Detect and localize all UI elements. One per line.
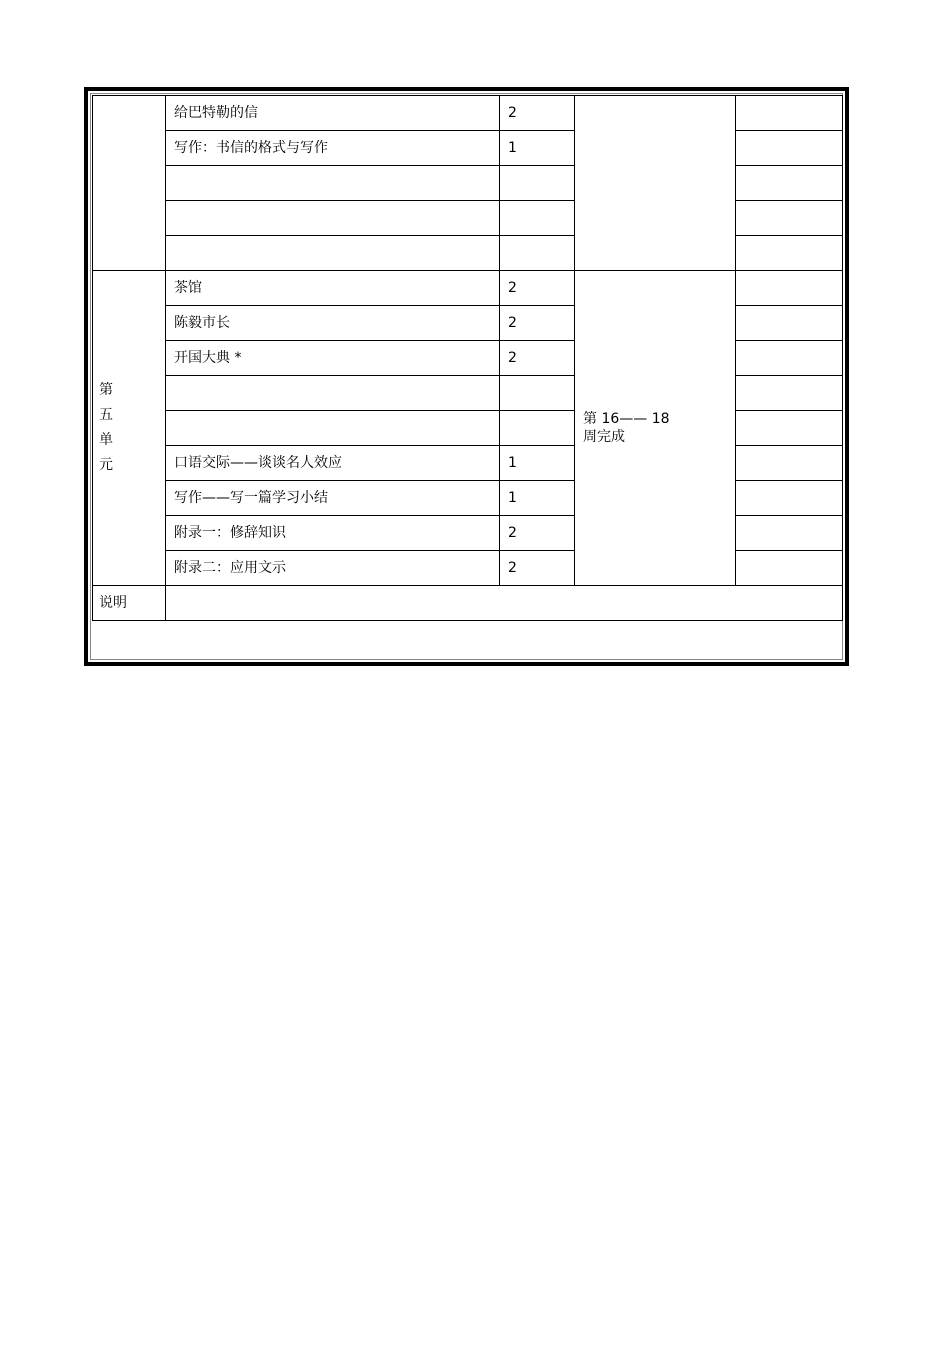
remark-cell (736, 271, 843, 306)
remark-cell (736, 551, 843, 586)
period-cell (575, 271, 736, 586)
lesson-hours: 1 (500, 481, 575, 516)
lesson-hours (500, 376, 575, 411)
lesson-title: 写作——写一篇学习小结 (166, 481, 500, 516)
lesson-hours: 2 (500, 306, 575, 341)
remark-cell (736, 411, 843, 446)
schedule-frame (84, 87, 849, 666)
period-line: 周完成 (583, 429, 625, 445)
lesson-hours: 2 (500, 551, 575, 586)
lesson-title: 附录二：应用文示 (166, 551, 500, 586)
unit-label-char: 第 (99, 382, 113, 398)
lesson-title (166, 201, 500, 236)
note-body (166, 586, 843, 621)
lesson-title: 给巴特勒的信 (166, 96, 500, 131)
lesson-hours: 1 (500, 446, 575, 481)
period-line: 第 16—— 18 (583, 411, 670, 427)
period-cell (575, 96, 736, 271)
lesson-title: 口语交际——谈谈名人效应 (166, 446, 500, 481)
unit-label-cell (93, 96, 166, 271)
lesson-title: 写作：书信的格式与写作 (166, 131, 500, 166)
lesson-hours (500, 411, 575, 446)
lesson-title (166, 166, 500, 201)
lesson-hours: 2 (500, 271, 575, 306)
remark-cell (736, 376, 843, 411)
unit-label-char: 五 (99, 407, 113, 423)
remark-cell (736, 166, 843, 201)
lesson-hours (500, 201, 575, 236)
unit-label-char: 单 (99, 432, 113, 448)
lesson-title (166, 411, 500, 446)
lesson-title (166, 236, 500, 271)
remark-cell (736, 306, 843, 341)
lesson-hours: 2 (500, 96, 575, 131)
lesson-hours: 1 (500, 131, 575, 166)
lesson-hours: 2 (500, 341, 575, 376)
remark-cell (736, 446, 843, 481)
unit-label-char: 元 (99, 457, 113, 473)
remark-cell (736, 96, 843, 131)
remark-cell (736, 201, 843, 236)
lesson-title: 陈毅市长 (166, 306, 500, 341)
note-label: 说明 (93, 586, 166, 621)
lesson-hours (500, 236, 575, 271)
lesson-title: 茶馆 (166, 271, 500, 306)
table-row (93, 271, 843, 306)
lesson-title: 开国大典 * (166, 341, 500, 376)
remark-cell (736, 341, 843, 376)
lesson-hours: 2 (500, 516, 575, 551)
notes-row (93, 586, 843, 621)
remark-cell (736, 236, 843, 271)
lesson-title: 附录一：修辞知识 (166, 516, 500, 551)
schedule-table (92, 95, 843, 621)
remark-cell (736, 131, 843, 166)
unit-label-cell (93, 271, 166, 586)
remark-cell (736, 481, 843, 516)
table-row (93, 96, 843, 131)
lesson-title (166, 376, 500, 411)
lesson-hours (500, 166, 575, 201)
remark-cell (736, 516, 843, 551)
